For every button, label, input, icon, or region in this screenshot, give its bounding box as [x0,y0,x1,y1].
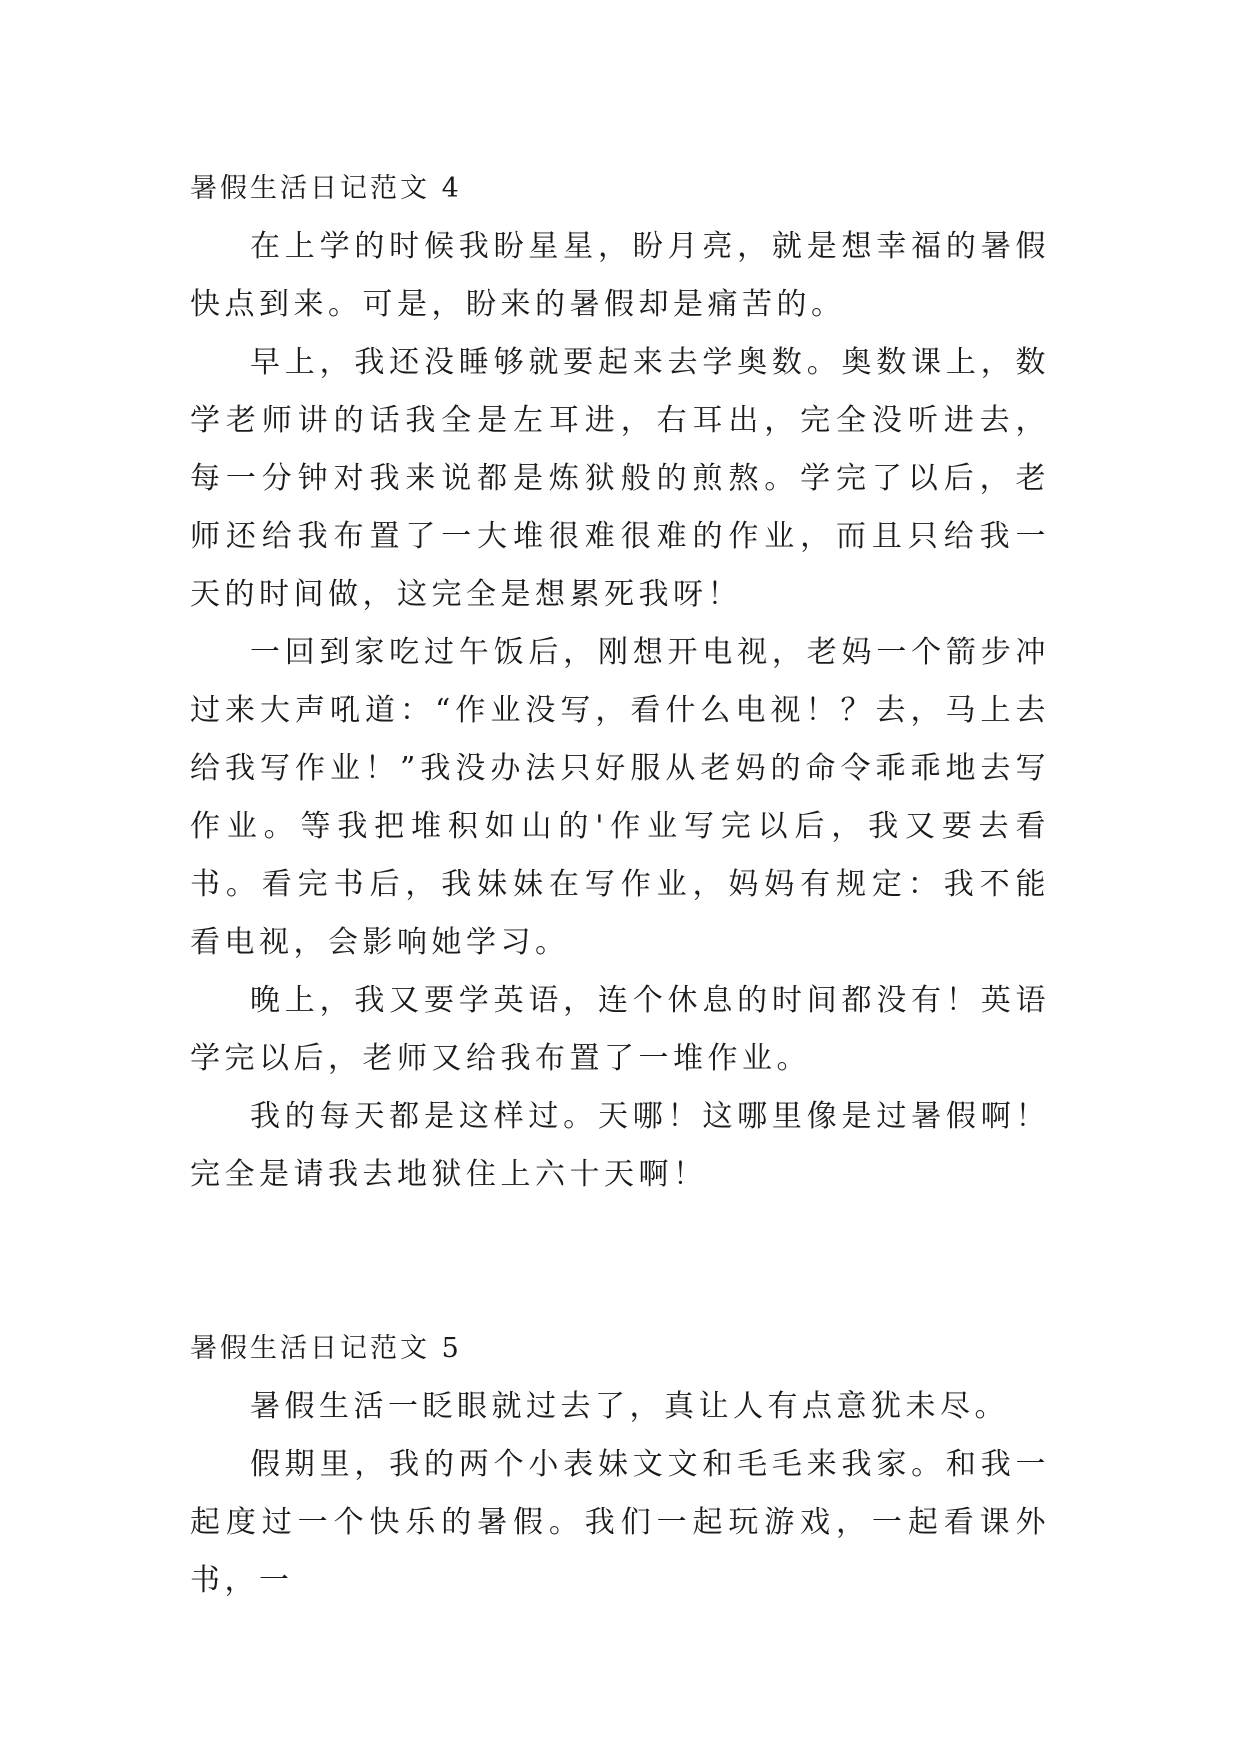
section-title: 暑假生活日记范文 5 [190,1333,462,1364]
diary-section-5 [190,1320,1050,1610]
paragraph: 晚上，我又要学英语，连个休息的时间都没有！英语学完以后，老师又给我布置了一堆作业。 [190,983,1050,1076]
document-page [190,160,1050,1720]
diary-section-4 [190,160,1050,1204]
paragraph: 一回到家吃过午饭后，刚想开电视，老妈一个箭步冲过来大声吼道：“作业没写，看什么电视！？去，马上去给我写作业！”我没办法只好服从老妈的命令乖乖地去写作业。等我把堆积如山的'作业写完以后，我又要去看书。看完书后，我妹妹在写作业，妈妈有规定：我不能看电视，会影响她学习。 [190,635,1050,960]
section-gap [190,1204,1050,1320]
paragraph: 在上学的时候我盼星星，盼月亮，就是想幸福的暑假快点到来。可是，盼来的暑假却是痛苦的。 [190,229,1050,322]
paragraph: 暑假生活一眨眼就过去了，真让人有点意犹未尽。 [250,1389,1009,1424]
paragraph: 早上，我还没睡够就要起来去学奥数。奥数课上，数学老师讲的话我全是左耳进，右耳出，完全没听进去，每一分钟对我来说都是炼狱般的煎熬。学完了以后，老师还给我布置了一大堆很难很难的作业，而且只给我一天的时间做，这完全是想累死我呀！ [190,345,1050,612]
paragraph: 假期里，我的两个小表妹文文和毛毛来我家。和我一起度过一个快乐的暑假。我们一起玩游戏，一起看课外书，一 [190,1447,1050,1598]
section-title: 暑假生活日记范文 4 [190,173,462,204]
paragraph: 我的每天都是这样过。天哪！这哪里像是过暑假啊！完全是请我去地狱住上六十天啊！ [190,1099,1050,1192]
